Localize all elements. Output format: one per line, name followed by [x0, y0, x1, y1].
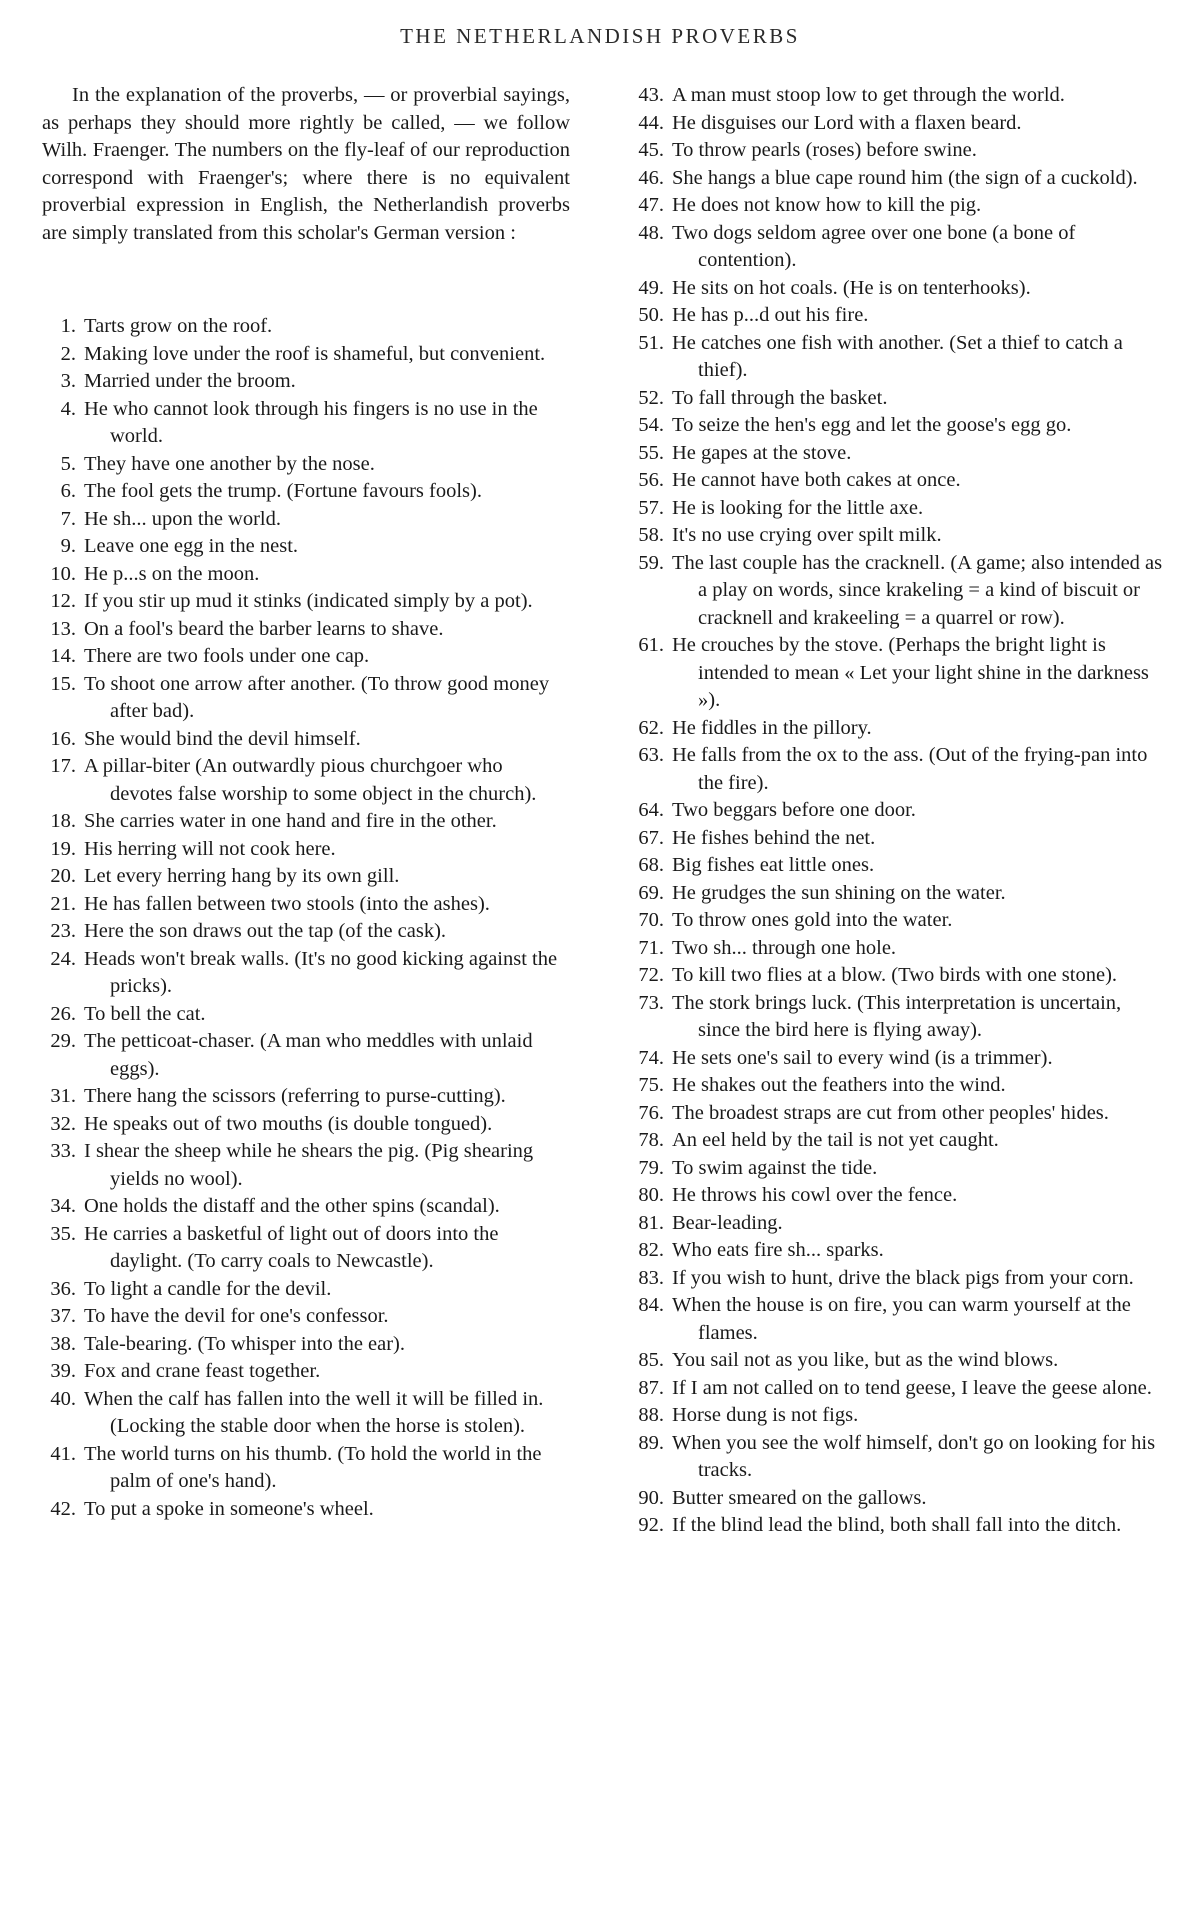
proverb-number: 18. — [50, 810, 76, 832]
proverb-item — [42, 1496, 570, 1524]
proverb-number: 52. — [638, 386, 664, 409]
proverb-item — [42, 1001, 570, 1029]
proverb-item — [630, 1430, 1164, 1485]
proverb-text: Tale-bearing. (To whisper into the ear). — [84, 1332, 406, 1355]
proverb-text: There are two fools under one cap. — [84, 645, 370, 667]
proverb-text: To throw ones gold into the water. — [672, 909, 953, 931]
proverb-item — [630, 632, 1164, 715]
proverb-item — [42, 588, 570, 616]
proverb-item — [42, 1138, 570, 1193]
proverb-item — [630, 1292, 1164, 1347]
proverb-number: 87. — [638, 1376, 664, 1399]
proverb-item — [630, 412, 1164, 440]
proverb-number: 20. — [50, 865, 76, 887]
proverb-text: He speaks out of two mouths (is double tongued). — [84, 1112, 493, 1135]
proverb-list-right — [630, 82, 1164, 1540]
proverb-text: A man must stoop low to get through the world. — [672, 84, 1065, 106]
proverb-item — [42, 616, 570, 644]
proverb-text: Two sh... through one hole. — [672, 936, 897, 959]
proverb-item — [630, 962, 1164, 990]
proverb-item — [42, 1221, 570, 1276]
proverb-item — [630, 330, 1164, 385]
proverb-item — [42, 1083, 570, 1111]
proverb-text: He gapes at the stove. — [672, 441, 852, 464]
proverb-text: He sits on hot coals. (He is on tenterhooks). — [672, 276, 1031, 299]
proverb-number: 33. — [50, 1140, 76, 1162]
right-column — [630, 82, 1164, 1540]
proverb-number: 14. — [50, 645, 76, 667]
proverb-number: 32. — [50, 1112, 76, 1135]
proverb-text: He disguises our Lord with a flaxen beard. — [672, 111, 1022, 134]
proverb-number: 92. — [638, 1514, 664, 1536]
proverb-number: 23. — [50, 920, 76, 942]
proverb-item — [42, 1358, 570, 1386]
proverb-text: He shakes out the feathers into the wind. — [672, 1074, 1006, 1096]
proverb-number: 63. — [638, 744, 664, 766]
proverb-text: To light a candle for the devil. — [84, 1277, 332, 1300]
proverb-item — [42, 1276, 570, 1304]
proverb-number: 54. — [638, 414, 664, 436]
proverb-number: 37. — [50, 1305, 76, 1327]
proverb-number: 62. — [638, 716, 664, 739]
proverb-item — [42, 726, 570, 754]
proverb-number: 36. — [50, 1277, 76, 1300]
proverb-text: He throws his cowl over the fence. — [672, 1184, 958, 1206]
proverb-item — [42, 533, 570, 561]
proverb-number: 67. — [638, 826, 664, 849]
proverb-item — [630, 165, 1164, 193]
proverb-item — [42, 1028, 570, 1083]
proverb-item — [42, 561, 570, 589]
proverb-item — [42, 313, 570, 341]
proverb-text: To shoot one arrow after another. (To throw good money after bad). — [84, 672, 550, 722]
proverb-number: 45. — [638, 139, 664, 161]
proverb-text: She hangs a blue cape round him (the sign of a cuckold). — [672, 166, 1138, 189]
proverb-number: 88. — [638, 1404, 664, 1426]
proverb-number: 71. — [638, 936, 664, 959]
proverb-number: 73. — [638, 991, 664, 1014]
proverb-number: 46. — [638, 166, 664, 189]
proverb-text: A pillar-biter (An outwardly pious churchgoer who devotes false worship to some object in the church). — [84, 755, 537, 805]
proverb-number: 43. — [638, 84, 664, 106]
proverb-text: Horse dung is not figs. — [672, 1404, 859, 1426]
proverb-text: He sets one's sail to every wind (is a trimmer). — [672, 1046, 1053, 1069]
proverb-number: 89. — [638, 1431, 664, 1454]
proverb-item — [630, 825, 1164, 853]
proverb-item — [630, 1512, 1164, 1540]
proverb-text: The world turns on his thumb. (To hold the world in the palm of one's hand). — [84, 1442, 542, 1492]
proverb-number: 17. — [50, 755, 76, 777]
proverb-text: He grudges the sun shining on the water. — [672, 881, 1006, 904]
proverb-text: On a fool's beard the barber learns to shave. — [84, 617, 444, 640]
proverb-number: 83. — [638, 1266, 664, 1289]
proverb-item — [630, 1375, 1164, 1403]
proverb-text: If you wish to hunt, drive the black pigs from your corn. — [672, 1266, 1134, 1289]
proverb-text: He does not know how to kill the pig. — [672, 194, 982, 216]
proverb-number: 1. — [60, 315, 76, 337]
proverb-item — [630, 1182, 1164, 1210]
proverb-item — [42, 506, 570, 534]
proverb-text: He who cannot look through his fingers is no use in the world. — [84, 397, 538, 447]
proverb-item — [630, 990, 1164, 1045]
proverb-number: 47. — [638, 194, 664, 216]
proverb-text: Tarts grow on the roof. — [84, 315, 273, 337]
proverb-text: He fishes behind the net. — [672, 826, 876, 849]
proverb-item — [630, 852, 1164, 880]
proverb-number: 9. — [60, 535, 76, 557]
proverb-text: To fall through the basket. — [672, 386, 888, 409]
proverb-text: She would bind the devil himself. — [84, 727, 361, 750]
proverb-item — [630, 302, 1164, 330]
proverb-item — [630, 935, 1164, 963]
proverb-number: 72. — [638, 964, 664, 986]
proverb-item — [42, 1331, 570, 1359]
proverb-number: 79. — [638, 1156, 664, 1179]
proverb-number: 26. — [50, 1002, 76, 1025]
left-column — [42, 82, 570, 1523]
proverb-number: 39. — [50, 1360, 76, 1382]
proverb-item — [630, 385, 1164, 413]
proverb-number: 12. — [50, 590, 76, 612]
proverb-text: An eel held by the tail is not yet caught. — [672, 1129, 999, 1151]
proverb-text: He has p...d out his fire. — [672, 304, 869, 326]
proverb-number: 81. — [638, 1211, 664, 1234]
proverb-item — [630, 742, 1164, 797]
proverb-item — [630, 1237, 1164, 1265]
proverb-number: 41. — [50, 1442, 76, 1465]
proverb-number: 6. — [60, 480, 76, 502]
proverb-text: When you see the wolf himself, don't go on looking for his tracks. — [672, 1431, 1156, 1481]
proverb-number: 34. — [50, 1195, 76, 1217]
proverb-text: The last couple has the cracknell. (A game; also intended as a play on words, since krakeling = a kind of biscuit or cracknell and krakeeling = a quarrel or row). — [672, 551, 1163, 629]
proverb-item — [42, 396, 570, 451]
proverb-text: He carries a basketful of light out of doors into the daylight. (To carry coals to Newcastle). — [84, 1222, 499, 1272]
proverb-number: 13. — [50, 617, 76, 640]
proverb-item — [630, 1265, 1164, 1293]
proverb-item — [42, 341, 570, 369]
proverb-number: 78. — [638, 1129, 664, 1151]
proverb-item — [42, 918, 570, 946]
proverb-number: 3. — [60, 370, 76, 392]
proverb-text: He cannot have both cakes at once. — [672, 469, 961, 491]
proverb-text: Bear-leading. — [672, 1211, 783, 1234]
proverb-number: 24. — [50, 947, 76, 970]
proverb-item — [630, 440, 1164, 468]
proverb-item — [42, 478, 570, 506]
proverb-item — [630, 110, 1164, 138]
proverb-item — [630, 907, 1164, 935]
proverb-item — [42, 1441, 570, 1496]
proverb-item — [42, 671, 570, 726]
proverb-text: Heads won't break walls. (It's no good kicking against the pricks). — [84, 947, 558, 997]
proverb-item — [630, 220, 1164, 275]
proverb-item — [630, 1210, 1164, 1238]
proverb-text: If I am not called on to tend geese, I leave the geese alone. — [672, 1376, 1152, 1399]
proverb-item — [42, 1111, 570, 1139]
proverb-number: 59. — [638, 551, 664, 574]
proverb-text: He crouches by the stove. (Perhaps the bright light is intended to mean « Let your light shine in the darkness »). — [672, 634, 1149, 711]
proverb-text: Let every herring hang by its own gill. — [84, 865, 400, 887]
proverb-text: He falls from the ox to the ass. (Out of the frying-pan into the fire). — [672, 744, 1148, 794]
proverb-item — [42, 451, 570, 479]
proverb-text: The fool gets the trump. (Fortune favours fools). — [84, 480, 482, 502]
proverb-number: 51. — [638, 331, 664, 354]
proverb-number: 40. — [50, 1387, 76, 1410]
proverb-text: To bell the cat. — [84, 1002, 206, 1025]
proverb-number: 68. — [638, 854, 664, 876]
proverb-item — [630, 880, 1164, 908]
proverb-number: 35. — [50, 1222, 76, 1245]
proverb-item — [630, 275, 1164, 303]
running-header: THE NETHERLANDISH PROVERBS — [400, 24, 800, 48]
proverb-number: 90. — [638, 1486, 664, 1509]
proverb-item — [630, 1127, 1164, 1155]
proverb-number: 10. — [50, 562, 76, 585]
proverb-text: She carries water in one hand and fire in the other. — [84, 810, 497, 832]
proverb-text: To kill two flies at a blow. (Two birds with one stone). — [672, 964, 1118, 986]
proverb-number: 21. — [50, 892, 76, 915]
proverb-text: To swim against the tide. — [672, 1156, 878, 1179]
proverb-number: 56. — [638, 469, 664, 491]
proverb-text: It's no use crying over spilt milk. — [672, 524, 942, 546]
proverb-text: He has fallen between two stools (into the ashes). — [84, 892, 490, 915]
proverb-number: 85. — [638, 1349, 664, 1371]
intro-paragraph: In the explanation of the proverbs, — or proverbial sayings, as perhaps they should more rightly be called, — we follow Wilh. Fraenger. The numbers on the fly-leaf of our reproduction correspond with Fraenger's; where there is no equivalent proverbial expression in English, the Netherlandish proverbs are simply translated from this scholar's German version : — [42, 84, 570, 244]
proverb-item — [630, 1045, 1164, 1073]
proverb-item — [630, 192, 1164, 220]
proverb-number: 19. — [50, 837, 76, 860]
proverb-number: 16. — [50, 727, 76, 750]
proverb-number: 4. — [60, 397, 76, 420]
proverb-item — [630, 1072, 1164, 1100]
proverb-text: There hang the scissors (referring to purse-cutting). — [84, 1085, 506, 1107]
proverb-number: 48. — [638, 221, 664, 244]
proverb-item — [630, 715, 1164, 743]
proverb-number: 31. — [50, 1085, 76, 1107]
proverb-text: Fox and crane feast together. — [84, 1360, 321, 1382]
proverb-number: 80. — [638, 1184, 664, 1206]
proverb-text: His herring will not cook here. — [84, 837, 336, 860]
proverb-number: 55. — [638, 441, 664, 464]
proverb-number: 76. — [638, 1101, 664, 1124]
proverb-text: The petticoat-chaser. (A man who meddles with unlaid eggs). — [84, 1030, 533, 1080]
proverb-item — [630, 82, 1164, 110]
proverb-text: He is looking for the little axe. — [672, 496, 924, 519]
proverb-item — [42, 836, 570, 864]
proverb-item — [630, 550, 1164, 633]
proverb-text: Butter smeared on the gallows. — [672, 1486, 927, 1509]
proverb-text: To have the devil for one's confessor. — [84, 1305, 389, 1327]
proverb-text: Making love under the roof is shameful, but convenient. — [84, 342, 546, 365]
proverb-text: When the calf has fallen into the well it will be filled in. (Locking the stable door when the horse is stolen). — [84, 1387, 544, 1437]
proverb-number: 15. — [50, 672, 76, 695]
proverb-number: 2. — [60, 342, 76, 365]
proverb-text: To seize the hen's egg and let the goose's egg go. — [672, 414, 1072, 436]
proverb-item — [630, 137, 1164, 165]
proverb-item — [42, 1303, 570, 1331]
proverb-text: Here the son draws out the tap (of the cask). — [84, 920, 447, 942]
proverb-text: I shear the sheep while he shears the pig. (Pig shearing yields no wool). — [84, 1140, 534, 1190]
proverb-item — [42, 946, 570, 1001]
proverb-item — [630, 495, 1164, 523]
proverb-text: He catches one fish with another. (Set a thief to catch a thief). — [672, 331, 1123, 381]
proverb-text: If you stir up mud it stinks (indicated simply by a pot). — [84, 590, 533, 612]
proverb-number: 70. — [638, 909, 664, 931]
proverb-item — [630, 1485, 1164, 1513]
proverb-text: To throw pearls (roses) before swine. — [672, 139, 977, 161]
proverb-text: He fiddles in the pillory. — [672, 716, 872, 739]
proverb-item — [630, 1347, 1164, 1375]
proverb-number: 29. — [50, 1030, 76, 1052]
proverb-item — [42, 368, 570, 396]
proverb-text: Big fishes eat little ones. — [672, 854, 875, 876]
proverb-text: When the house is on fire, you can warm yourself at the flames. — [672, 1294, 1131, 1344]
proverb-item — [630, 522, 1164, 550]
proverb-text: The broadest straps are cut from other peoples' hides. — [672, 1101, 1109, 1124]
proverb-item — [42, 891, 570, 919]
proverb-item — [630, 1155, 1164, 1183]
proverb-item — [42, 753, 570, 808]
proverb-number: 5. — [60, 452, 76, 475]
proverb-item — [630, 467, 1164, 495]
proverb-list-left — [42, 313, 570, 1523]
proverb-number: 44. — [638, 111, 664, 134]
proverb-text: Leave one egg in the nest. — [84, 535, 299, 557]
proverb-text: To put a spoke in someone's wheel. — [84, 1497, 374, 1520]
proverb-text: Married under the broom. — [84, 370, 296, 392]
proverb-text: They have one another by the nose. — [84, 452, 375, 475]
proverb-number: 38. — [50, 1332, 76, 1355]
proverb-item — [42, 808, 570, 836]
proverb-number: 49. — [638, 276, 664, 299]
proverb-item — [42, 1386, 570, 1441]
proverb-item — [42, 1193, 570, 1221]
proverb-number: 82. — [638, 1239, 664, 1261]
proverb-text: He sh... upon the world. — [84, 507, 282, 530]
proverb-number: 7. — [60, 507, 76, 530]
proverb-text: Who eats fire sh... sparks. — [672, 1239, 884, 1261]
proverb-text: If the blind lead the blind, both shall fall into the ditch. — [672, 1514, 1122, 1536]
proverb-item — [42, 863, 570, 891]
proverb-number: 58. — [638, 524, 664, 546]
proverb-number: 75. — [638, 1074, 664, 1096]
proverb-number: 64. — [638, 799, 664, 821]
proverb-number: 69. — [638, 881, 664, 904]
proverb-item — [42, 643, 570, 671]
proverb-text: Two dogs seldom agree over one bone (a bone of contention). — [672, 221, 1076, 271]
proverb-number: 50. — [638, 304, 664, 326]
proverb-number: 61. — [638, 634, 664, 656]
proverb-text: You sail not as you like, but as the wind blows. — [672, 1349, 1059, 1371]
proverb-item — [630, 797, 1164, 825]
proverb-number: 42. — [50, 1497, 76, 1520]
proverb-number: 74. — [638, 1046, 664, 1069]
proverb-text: Two beggars before one door. — [672, 799, 916, 821]
proverb-item — [630, 1100, 1164, 1128]
proverb-item — [630, 1402, 1164, 1430]
proverb-number: 84. — [638, 1294, 664, 1316]
proverb-text: He p...s on the moon. — [84, 562, 260, 585]
proverb-text: One holds the distaff and the other spins (scandal). — [84, 1195, 500, 1217]
proverb-number: 57. — [638, 496, 664, 519]
proverb-text: The stork brings luck. (This interpretation is uncertain, since the bird here is flying away). — [672, 991, 1122, 1041]
